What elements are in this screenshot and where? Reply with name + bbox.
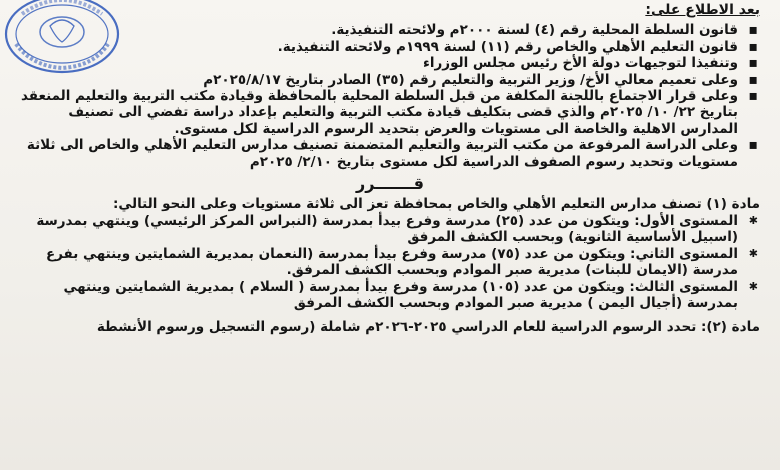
- preamble-item: ▪ قانون التعليم الأهلي والخاص رقم (١١) لسنة ١٩٩٩م ولائحته التنفيذية.: [20, 39, 760, 55]
- preamble-item: ▪ قانون السلطة المحلية رقم (٤) لسنة ٢٠٠٠م ولائحته التنفيذية.: [20, 22, 760, 38]
- preamble-heading: بعد الاطلاع على:: [645, 2, 760, 18]
- preamble-item: ▪ وعلى تعميم معالي الأخ/ وزير التربية والتعليم رقم (٣٥) الصادر بتاريخ ٢٠٢٥/٨/١٧م: [20, 72, 760, 88]
- level-item: ✱ المستوى الثالث: ويتكون من عدد (١٠٥) مدرسة وفرع بيدأ بمدرسة ( السلام ) بمديرية الشمايتين وينتهي بمدرسة (أجيال اليمن ) مديرية صبر الموادم وبحسب الكشف المرفق: [20, 279, 760, 312]
- decision-title: قـــــــرر: [356, 174, 424, 194]
- preamble-item: ▪ وعلى قرار الاجتماع باللجنة المكلفة من قبل السلطة المحلية بالمحافظة وقيادة مكتب التربية والتعليم المنعقد بتاريخ ٢٢/ ١٠/ ٢٠٢٥م والذي قضى بتكليف قيادة مكتب التربية والتعليم بإعداد دراسة تفضي الى تصنيف المدارس الاهلية والخاصة الى مستويات والعرض بتحديد الرسوم الدراسية لكل مستوى.: [20, 88, 760, 137]
- decree-text: [20, 2, 760, 336]
- level-item: ✱ المستوى الثاني: ويتكون من عدد (٧٥) مدرسة وفرع بيدأ بمدرسة (النعمان بمديرية الشمايتين وينتهي بفرع مدرسة (الايمان للبنات) مديرية صبر الموادم وبحسب الكشف المرفق.: [20, 246, 760, 279]
- preamble-item: ▪ وتنفيذا لتوجيهات دولة الأخ رئيس مجلس الوزراء: [20, 55, 760, 71]
- article-2: مادة (٢): تحدد الرسوم الدراسية للعام الدراسي ٢٠٢٥-٢٠٢٦م شاملة (رسوم التسجيل ورسوم الأنشطة: [96, 319, 760, 336]
- preamble-item: ▪ وعلى الدراسة المرفوعة من مكتب التربية والتعليم المتضمنة تصنيف مدارس التعليم الأهلي والخاص الى ثلاثة مستويات وتحديد رسوم الصفوف الدراسية لكل مستوى بتاريخ ٢/١٠/ ٢٠٢٥م: [20, 137, 760, 170]
- level-item: ✱ المستوى الأول: ويتكون من عدد (٢٥) مدرسة وفرع بيدأ بمدرسة (النبراس المركز الرئيسي) وينتهي بمدرسة (اسبيل الأساسية الثانوية) وبحسب الكشف المرفق: [20, 213, 760, 246]
- article-1-intro: مادة (١) تصنف مدارس التعليم الأهلي والخاص بمحافظة تعز الى ثلاثة مستويات وعلى النحو التالي:: [112, 196, 760, 213]
